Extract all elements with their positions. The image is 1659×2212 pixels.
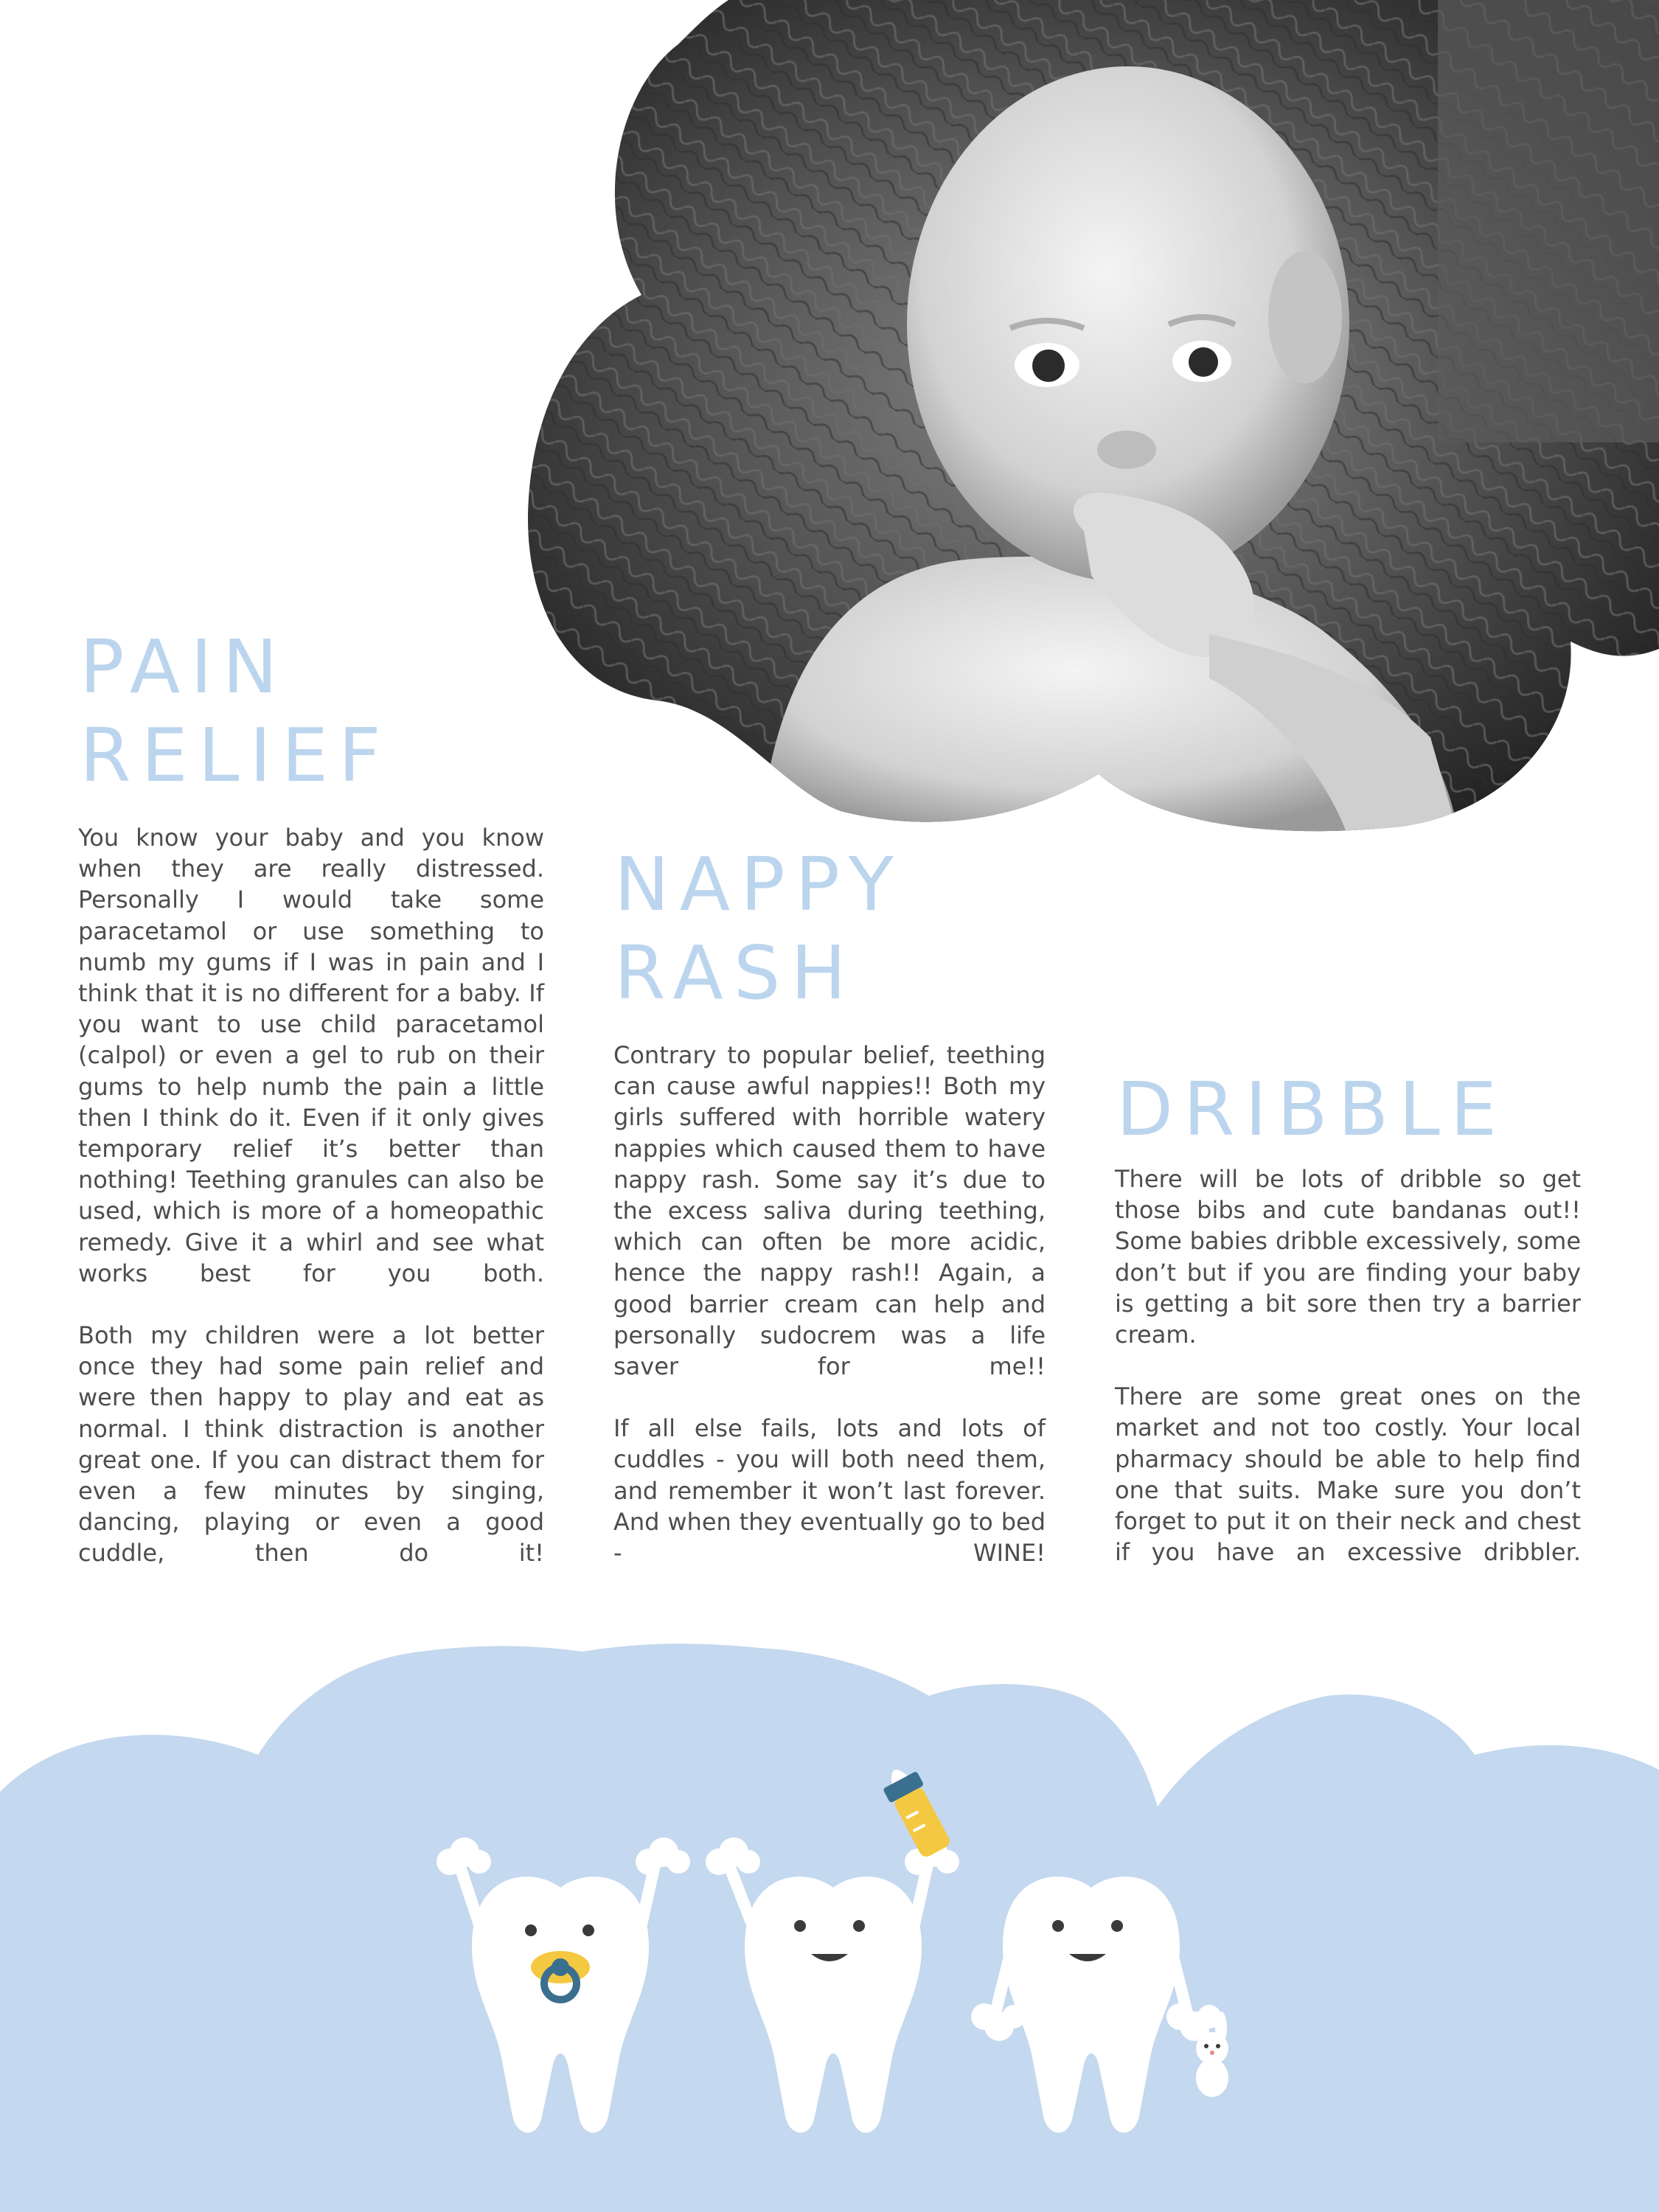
nappy-rash-column — [613, 1040, 1046, 1568]
bottom-cloud-illustration — [0, 1622, 1659, 2212]
pain-relief-paragraph: Both my children were a lot better once they had some pain relief and were then happy to play and eat as normal. I think distraction is another great one. If you can distract them for even a few minutes by singing, dancing, playing or even a good cuddle, then do it! — [78, 1321, 544, 1568]
nappy-rash-paragraph: If all else fails, lots and lots of cuddles - you will both need them, and remember it won’t last forever. And when they eventually go to bed - WINE! — [613, 1414, 1046, 1568]
dribble-heading: DRIBBLE — [1116, 1066, 1508, 1152]
dribble-paragraph: There will be lots of dribble so get those bibs and cute bandanas out!! Some babies dribble excessively, some don’t but if you are finding your baby is getting a bit sore then try a barrier cream. — [1115, 1165, 1581, 1349]
dribble-paragraph: There are some great ones on the market and not too costly. Your local pharmacy should be able to help find one that suits. Make sure you don’t forget to put it on their neck and chest if you have an excessive dribbler. — [1115, 1382, 1581, 1567]
nappy-rash-heading: NAPPY RASH — [614, 841, 904, 1016]
pain-relief-heading: PAIN RELIEF — [80, 624, 392, 799]
pain-relief-column — [78, 822, 544, 1569]
pain-relief-paragraph: You know your baby and you know when they are really distressed. Personally I would take some paracetamol or use something to numb my gums if I was in pain and I think that it is no different for a baby. If you want to use child paracetamol (calpol) or even a gel to rub on their gums to help numb the pain a little then I think do it. Even if it only gives temporary relief it’s better than nothing! Teething granules can also be used, which is more of a homeopathic remedy. Give it a whirl and see what works best for you both. — [78, 824, 544, 1287]
dribble-column — [1115, 1164, 1581, 1568]
nappy-rash-paragraph: Contrary to popular belief, teething can cause awful nappies!! Both my girls suffered with horrible watery nappies which caused them to have nappy rash. Some say it’s due to the excess saliva during teething, which can often be more acidic, hence the nappy rash!! Again, a good barrier cream can help and personally sudocrem was a life saver for me!! — [613, 1041, 1046, 1381]
